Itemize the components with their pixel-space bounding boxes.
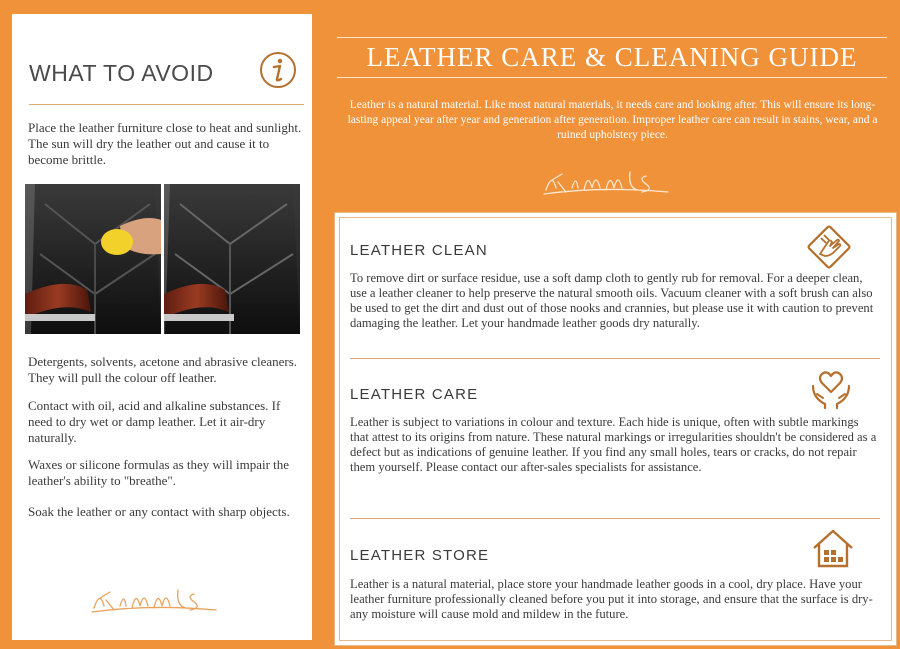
section-body-clean: To remove dirt or surface residue, use a soft damp cloth to gently rub for removal. For a deeper clean, use a leather cleaner to help preserve the natural smooth oils. Vacuum cleaner with a soft brush can also be used to get the dirt and dust out of those nooks and crannies, but please use it with caution to prevent damaging the leather. Let your handmade leather goods dry naturally.	[350, 271, 874, 330]
section-body-store: Leather is a natural material, place store your handmade leather goods in a cool, dry place. Have your leather furniture professionally cleaned before you put it into storage, and ensure that the surface is dry-any moisture will cause mold and mildew in the future.	[350, 577, 873, 621]
avoid-item: Soak the leather or any contact with sharp objects.	[28, 504, 290, 519]
section-title-care: LEATHER CARE	[350, 386, 479, 403]
heart-hands-icon	[808, 364, 854, 410]
avoid-item: Detergents, solvents, acetone and abrasive cleaners. They will pull the colour off leather.	[28, 354, 298, 385]
title-top-rule	[337, 37, 887, 38]
section-divider	[350, 518, 880, 519]
section-title-store: LEATHER STORE	[350, 547, 490, 564]
avoid-title: WHAT TO AVOID	[29, 60, 214, 86]
card-inner-border	[339, 217, 892, 641]
avoid-item: Place the leather furniture close to heat and sunlight. The sun will dry the leather out and cause it to become brittle.	[28, 120, 302, 167]
section-body-care: Leather is subject to variations in colour and texture. Each hide is unique, often with subtle markings that attest to its origins from nature. These natural markings or irregularities shouldn't be considered as a defect but as indications of genuine leather. If you find any small holes, tears or cracks, do not repair them yourself. Please contact our after-sales specialists for assistance.	[350, 415, 877, 474]
brand-signature	[90, 586, 220, 614]
title-bottom-rule	[337, 77, 887, 78]
leather-chair-before-after-photo	[25, 184, 300, 334]
guide-intro: Leather is a natural material. Like most natural materials, it needs care and looking after. This will ensure its long-lasting appeal year after year and generation after generation. Improper leather care can result in stains, wear, and a ruined upholstery piece.	[347, 99, 878, 141]
section-title-clean: LEATHER CLEAN	[350, 242, 488, 259]
what-to-avoid-panel	[12, 14, 312, 640]
avoid-item: Contact with oil, acid and alkaline substances. If need to dry wet or damp leather. Let it air-dry naturally.	[28, 398, 281, 445]
care-sections-card	[334, 212, 897, 646]
hand-wiping-icon	[806, 224, 852, 270]
brand-signature-top	[542, 168, 672, 196]
guide-title: LEATHER CARE & CLEANING GUIDE	[366, 42, 858, 72]
avoid-item: Waxes or silicone formulas as they will impair the leather's ability to "breathe".	[28, 457, 290, 488]
avoid-divider	[29, 104, 304, 105]
info-icon	[259, 51, 297, 89]
house-storage-icon	[810, 526, 856, 572]
section-divider	[350, 358, 880, 359]
